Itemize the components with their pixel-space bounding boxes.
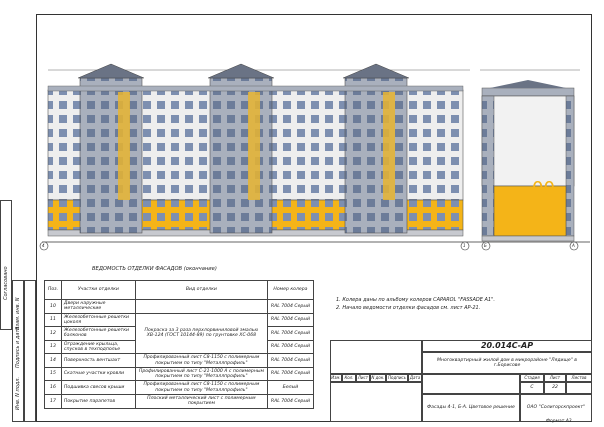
- stamp-empty-mid: [422, 374, 520, 394]
- main-facade: [48, 64, 463, 236]
- header-color: Номер колера: [267, 281, 313, 300]
- row-pos: 11: [45, 313, 62, 327]
- row-color: RAL 7004 Серый: [267, 340, 313, 354]
- stamp-stage-label: Стадия: [520, 374, 544, 382]
- row-color: RAL 7004 Серый: [267, 300, 313, 314]
- row-finish: Профилированный лист С-21-1000 А с полимерным покрытием по типу "Металлпрофиль": [135, 367, 267, 381]
- stamp-sheets: [566, 382, 592, 394]
- table-header-row: [45, 281, 314, 300]
- finish-schedule-table: [44, 280, 314, 409]
- row-pos: 14: [45, 354, 62, 368]
- stamp-col-list: Лист: [356, 374, 370, 382]
- schedule-title: ВЕДОМОСТЬ ОТДЕЛКИ ФАСАДОВ (окончание): [92, 266, 217, 272]
- row-color: RAL 7004 Серый: [267, 313, 313, 327]
- row-pos: 15: [45, 367, 62, 381]
- table-row: [45, 313, 314, 327]
- axis-left-start: 4: [42, 243, 45, 248]
- row-color: RAL 7004 Серый: [267, 327, 313, 341]
- stamp-signatures: [330, 382, 422, 422]
- row-part: Подшивка свесов крыши: [61, 381, 135, 395]
- side-label-inv-orig: Инв. N подл.: [15, 376, 21, 410]
- stamp-col-ndok: N док.: [370, 374, 386, 382]
- stamp-sheets-label: Листов: [566, 374, 592, 382]
- stamp-org: ОАО "Солигорскпроект": [520, 394, 592, 422]
- table-row: [45, 367, 314, 381]
- row-part: Железобетонные решетки балконов: [61, 327, 135, 341]
- sheet-format: Формат А3: [546, 419, 572, 424]
- row-part: Скатные участки кровли: [61, 367, 135, 381]
- stamp-empty-top: [330, 340, 422, 374]
- stamp-sheet: 22: [544, 382, 566, 394]
- row-pos: 17: [45, 394, 62, 408]
- stamp-col-izm: Изм.: [330, 374, 342, 382]
- table-row: [45, 300, 314, 314]
- side-cell-sign: [24, 280, 36, 422]
- row-finish: Профилированный лист С8-1150 с полимерным покрытием по типу "Металлпрофиль": [135, 354, 267, 368]
- stamp-col-date: Дата: [408, 374, 422, 382]
- row-finish: Покраска за 3 раза перхлорвиниловой эмалью ХВ-124 (ГОСТ 10144-89) по грунтовке ХС-068: [135, 313, 267, 354]
- header-pos: Поз.: [45, 281, 62, 300]
- row-pos: 13: [45, 340, 62, 354]
- row-part: Поверхность вентшахт: [61, 354, 135, 368]
- note-2: 2. Начало ведомости отделки фасадов см. лист АР-21.: [336, 305, 481, 311]
- facade-number: 00: [532, 178, 555, 199]
- stamp-code: 20.014С-АР: [422, 340, 592, 352]
- row-pos: 10: [45, 300, 62, 314]
- row-pos: 12: [45, 327, 62, 341]
- header-part: Участки отделки: [61, 281, 135, 300]
- axis-markers: [40, 242, 578, 250]
- axis-right-end: А: [572, 243, 575, 248]
- row-part: Покрытие парапетов: [61, 394, 135, 408]
- stamp-sheet-label: Лист: [544, 374, 566, 382]
- note-1: 1. Колера даны по альбому колеров CAPAROL "FASSADE A1".: [336, 297, 495, 303]
- side-facade: [482, 80, 574, 241]
- stamp-col-sign: Подпись: [386, 374, 408, 382]
- header-finish: Вид отделки: [135, 281, 267, 300]
- row-color: RAL 7004 Серый: [267, 367, 313, 381]
- row-finish: [135, 300, 267, 314]
- side-label-inv: Взам. инв. N: [15, 297, 21, 330]
- table-row: [45, 381, 314, 395]
- side-label-sign: Подпись и дата: [15, 326, 21, 368]
- stamp-stage: С: [520, 382, 544, 394]
- row-part: Железобетонные решетки цоколя: [61, 313, 135, 327]
- row-part: Двери наружные металлические: [61, 300, 135, 314]
- stamp-col-kol: Кол.: [342, 374, 356, 382]
- row-color: RAL 7004 Серый: [267, 354, 313, 368]
- row-color: Белый: [267, 381, 313, 395]
- row-pos: 16: [45, 381, 62, 395]
- row-color: RAL 7004 Серый: [267, 394, 313, 408]
- table-row: [45, 354, 314, 368]
- row-part: Ограждение крыльца, спусков в техподполье: [61, 340, 135, 354]
- stamp-sheet-title: Фасады 4-1, Б-А. Цветовое решение: [422, 394, 520, 422]
- title-block: [330, 340, 592, 422]
- row-finish: Профилированный лист С8-1150 с полимерным покрытием по типу "Металлпрофиль": [135, 381, 267, 395]
- stamp-object: Многоквартирный жилой дом в микрорайоне "Лядище" в г.Борисове: [422, 352, 592, 374]
- table-row: [45, 394, 314, 408]
- row-finish: Плоский металлический лист с полимерным покрытием: [135, 394, 267, 408]
- axis-right-start: Б: [484, 243, 487, 248]
- axis-left-end: 1: [463, 243, 466, 248]
- notes: [336, 296, 495, 312]
- side-label-agreed: Согласовано: [3, 266, 9, 300]
